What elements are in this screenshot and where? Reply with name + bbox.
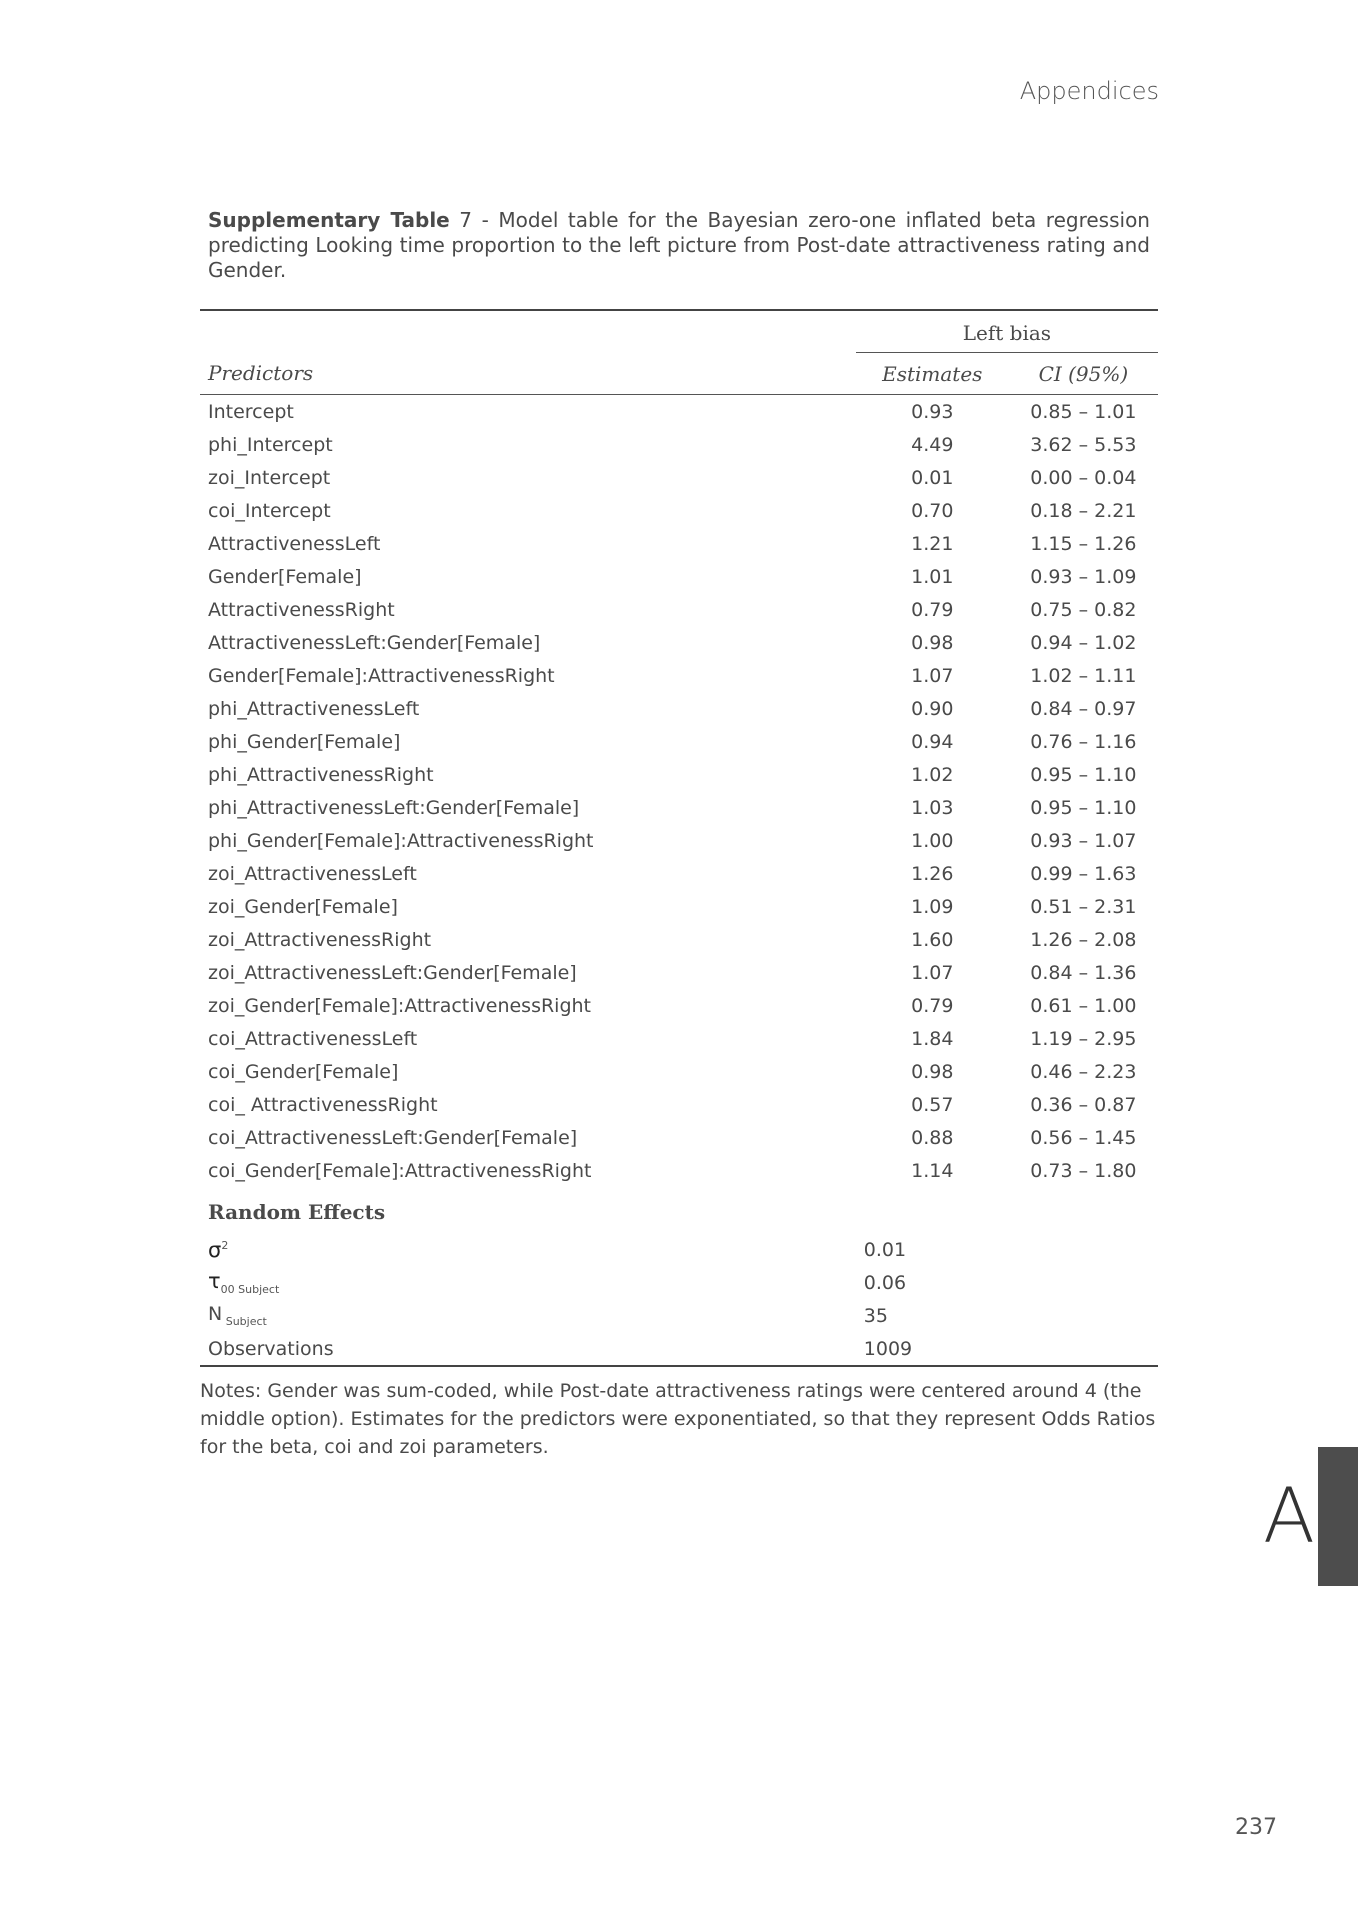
caption-text: 7 - Model table for the Bayesian zero-one inflated beta regression predicting Looking time proportion to the left picture from Post-date attractiveness rating and Gender. xyxy=(208,208,1150,282)
estimate-cell: 1.07 xyxy=(911,664,954,687)
ci-cell: 0.93 – 1.07 xyxy=(1030,829,1137,852)
table-row xyxy=(200,989,1158,1022)
group-label: Left bias xyxy=(856,311,1158,353)
predictor-cell: phi_AttractivenessLeft:Gender[Female] xyxy=(208,796,580,819)
table-row xyxy=(200,1055,1158,1088)
predictor-cell: zoi_Gender[Female] xyxy=(208,895,398,918)
ci-cell: 3.62 – 5.53 xyxy=(1030,433,1137,456)
table-row xyxy=(200,1121,1158,1154)
ci-cell: 0.95 – 1.10 xyxy=(1030,796,1137,819)
col-header-estimates: Estimates xyxy=(856,353,1009,395)
predictor-cell: Gender[Female]:AttractivenessRight xyxy=(208,664,555,687)
estimate-cell: 0.79 xyxy=(911,994,954,1017)
estimate-cell: 0.93 xyxy=(911,400,954,423)
predictor-cell: AttractivenessLeft xyxy=(208,532,381,555)
table-notes: Notes: Gender was sum-coded, while Post-date attractiveness ratings were centered around 4 (the middle option). Estimates for the predictors were exponentiated, so that they represent Odds Ratios for the beta, coi and zoi parameters. xyxy=(200,1380,1156,1458)
table-row xyxy=(200,1088,1158,1121)
ci-cell: 0.76 – 1.16 xyxy=(1030,730,1137,753)
predictor-cell: phi_AttractivenessLeft xyxy=(208,697,420,720)
estimate-cell: 1.01 xyxy=(911,565,954,588)
re-n-row xyxy=(200,1299,1158,1332)
estimate-cell: 0.94 xyxy=(911,730,954,753)
predictor-cell: phi_Intercept xyxy=(208,433,333,456)
predictor-cell: Intercept xyxy=(208,400,294,423)
ci-cell: 0.99 – 1.63 xyxy=(1030,862,1137,885)
chapter-tab-letter: A xyxy=(1263,1471,1315,1560)
predictor-cell: phi_Gender[Female]:AttractivenessRight xyxy=(208,829,594,852)
predictor-cell: phi_Gender[Female] xyxy=(208,730,401,753)
table-row xyxy=(200,923,1158,956)
group-header-row xyxy=(200,311,1158,353)
estimate-cell: 1.02 xyxy=(911,763,954,786)
col-header-predictors: Predictors xyxy=(200,353,856,395)
estimate-cell: 4.49 xyxy=(911,433,954,456)
table-row xyxy=(200,527,1158,560)
n-symbol: N $_{Subject}$ xyxy=(208,1303,267,1328)
re-tau-row xyxy=(200,1266,1158,1299)
table-row xyxy=(200,857,1158,890)
table-row xyxy=(200,560,1158,593)
ci-cell: 0.85 – 1.01 xyxy=(1030,400,1137,423)
predictor-cell: coi_Intercept xyxy=(208,499,331,522)
ci-cell: 0.18 – 2.21 xyxy=(1030,499,1137,522)
re-observations-row xyxy=(200,1332,1158,1366)
ci-cell: 0.73 – 1.80 xyxy=(1030,1159,1137,1182)
ci-cell: 1.26 – 2.08 xyxy=(1030,928,1137,951)
table-container xyxy=(200,208,1158,1461)
column-header-row xyxy=(200,353,1158,395)
table-row xyxy=(200,758,1158,791)
predictor-cell: AttractivenessLeft:Gender[Female] xyxy=(208,631,541,654)
table-row xyxy=(200,461,1158,494)
predictor-cell: Gender[Female] xyxy=(208,565,362,588)
ci-cell: 0.84 – 1.36 xyxy=(1030,961,1137,984)
predictor-cell: zoi_Intercept xyxy=(208,466,331,489)
estimate-cell: 1.03 xyxy=(911,796,954,819)
random-effects-section xyxy=(200,1187,1158,1366)
ci-cell: 1.15 – 1.26 xyxy=(1030,532,1137,555)
ci-cell: 1.19 – 2.95 xyxy=(1030,1027,1137,1050)
tau-symbol: $\tau_{00 Subject}$ xyxy=(208,1268,280,1297)
table-caption xyxy=(200,208,1158,308)
predictor-cell: zoi_AttractivenessLeft:Gender[Female] xyxy=(208,961,577,984)
predictor-cell: zoi_AttractivenessLeft xyxy=(208,862,417,885)
sigma-symbol: $\sigma^2$ xyxy=(208,1237,229,1262)
table-row xyxy=(200,791,1158,824)
observations-label: Observations xyxy=(200,1332,856,1366)
estimate-cell: 1.07 xyxy=(911,961,954,984)
estimate-cell: 0.90 xyxy=(911,697,954,720)
observations-value: 1009 xyxy=(856,1332,1158,1366)
predictor-cell: coi_AttractivenessLeft:Gender[Female] xyxy=(208,1126,578,1149)
estimate-cell: 1.09 xyxy=(911,895,954,918)
ci-cell: 0.61 – 1.00 xyxy=(1030,994,1137,1017)
estimate-cell: 0.57 xyxy=(911,1093,954,1116)
estimate-cell: 1.00 xyxy=(911,829,954,852)
predictor-cell: zoi_AttractivenessRight xyxy=(208,928,432,951)
table-row xyxy=(200,395,1158,429)
estimate-cell: 0.01 xyxy=(911,466,954,489)
predictor-cell: coi_Gender[Female] xyxy=(208,1060,399,1083)
estimate-cell: 0.98 xyxy=(911,1060,954,1083)
table-row xyxy=(200,659,1158,692)
ci-cell: 0.94 – 1.02 xyxy=(1030,631,1137,654)
table-row xyxy=(200,956,1158,989)
ci-cell: 0.75 – 0.82 xyxy=(1030,598,1137,621)
estimate-cell: 1.60 xyxy=(911,928,954,951)
ci-cell: 0.95 – 1.10 xyxy=(1030,763,1137,786)
predictor-cell: coi_Gender[Female]:AttractivenessRight xyxy=(208,1159,592,1182)
table-row xyxy=(200,494,1158,527)
caption-lead: Supplementary Table xyxy=(208,208,450,232)
ci-cell: 0.56 – 1.45 xyxy=(1030,1126,1137,1149)
estimate-cell: 1.84 xyxy=(911,1027,954,1050)
tau-value: 0.06 xyxy=(863,1271,907,1294)
ci-cell: 0.36 – 0.87 xyxy=(1030,1093,1137,1116)
ci-cell: 0.51 – 2.31 xyxy=(1030,895,1137,918)
ci-cell: 0.00 – 0.04 xyxy=(1030,466,1137,489)
table-row xyxy=(200,1154,1158,1187)
estimate-cell: 0.79 xyxy=(911,598,954,621)
re-sigma-row xyxy=(200,1233,1158,1266)
table-row xyxy=(200,692,1158,725)
col-header-ci: CI (95%) xyxy=(1009,353,1158,395)
random-effects-title: Random Effects xyxy=(208,1200,386,1224)
table-row xyxy=(200,824,1158,857)
estimate-cell: 0.88 xyxy=(911,1126,954,1149)
predictor-cell: phi_AttractivenessRight xyxy=(208,763,434,786)
predictor-cell: zoi_Gender[Female]:AttractivenessRight xyxy=(208,994,592,1017)
table-row xyxy=(200,626,1158,659)
table-row xyxy=(200,1022,1158,1055)
estimate-cell: 1.21 xyxy=(911,532,954,555)
page-number: 237 xyxy=(1235,1815,1277,1840)
predictor-cell: AttractivenessRight xyxy=(208,598,395,621)
ci-cell: 0.46 – 2.23 xyxy=(1030,1060,1137,1083)
table-row xyxy=(200,725,1158,758)
estimate-cell: 1.26 xyxy=(911,862,954,885)
n-value: 35 xyxy=(863,1304,888,1327)
random-effects-title-row xyxy=(200,1187,1158,1233)
estimate-cell: 0.70 xyxy=(911,499,954,522)
model-table xyxy=(200,311,1158,1367)
ci-cell: 0.84 – 0.97 xyxy=(1030,697,1137,720)
running-header: Appendices xyxy=(1019,77,1159,105)
chapter-side-tab xyxy=(1318,1447,1358,1586)
sigma-value: 0.01 xyxy=(863,1238,907,1261)
predictor-cell: coi_ AttractivenessRight xyxy=(208,1093,438,1116)
estimate-cell: 0.98 xyxy=(911,631,954,654)
estimate-cell: 1.14 xyxy=(911,1159,954,1182)
ci-cell: 1.02 – 1.11 xyxy=(1030,664,1137,687)
table-row xyxy=(200,428,1158,461)
table-row xyxy=(200,890,1158,923)
predictor-cell: coi_AttractivenessLeft xyxy=(208,1027,418,1050)
ci-cell: 0.93 – 1.09 xyxy=(1030,565,1137,588)
table-row xyxy=(200,593,1158,626)
